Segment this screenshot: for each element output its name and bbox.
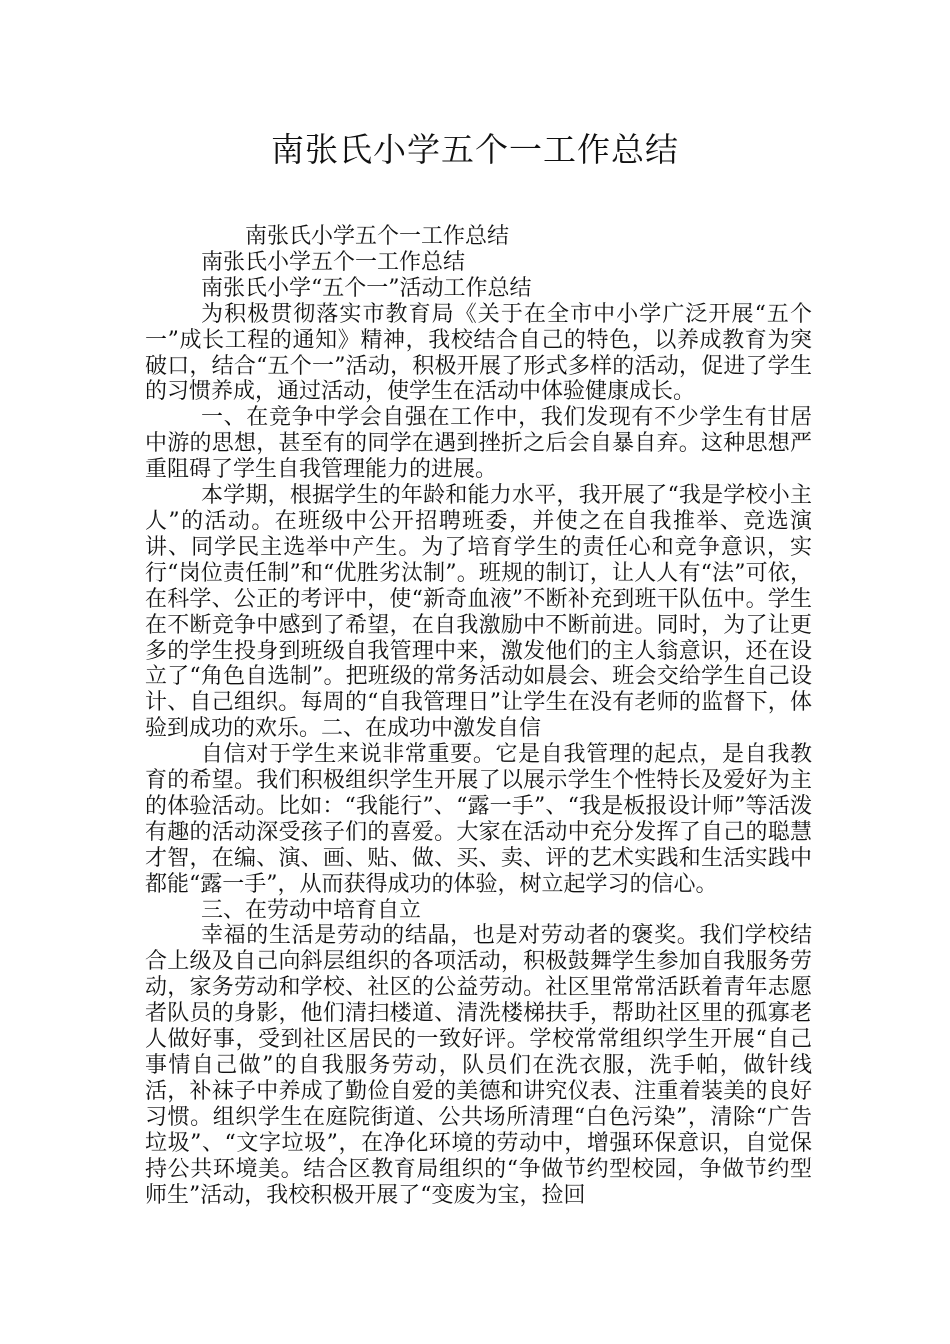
document-title: 南张氏小学五个一工作总结 [271, 130, 679, 169]
paragraph-confidence: 自信对于学生来说非常重要。它是自我管理的起点，是自我教育的希望。我们积极组织学生开展了以展示学生个性特长及爱好为主的体验活动。比如：“我能行”、“露一手”、“我是板报设计师”等活泼有趣的活动深受孩子们的喜爱。大家在活动中充分发挥了自己的聪慧才智，在编、演、画、贴、做、买、卖、评的艺术实践和生活实践中都能“露一手”，从而获得成功的体验，树立起学习的信心。 [145, 742, 812, 897]
paragraph-labor: 幸福的生活是劳动的结晶，也是对劳动者的褒奖。我们学校结合上级及自己向斜层组织的各项活动，积极鼓舞学生参加自我服务劳动，家务劳动和学校、社区的公益劳动。社区里常常活跃着青年志愿者队员的身影，他们清扫楼道、清洗楼梯扶手，帮助社区里的孤寡老人做好事，受到社区居民的一致好评。学校常常组织学生开展“自己事情自己做”的自我服务劳动，队员们在洗衣服，洗手帕，做针线活，补袜子中养成了勤俭自爱的美德和讲究仪表、注重着装美的良好习惯。组织学生在庭院街道、公共场所清理“白色污染”，清除“广告垃圾”、“文字垃圾”，在净化环境的劳动中，增强环保意识，自觉保持公共环境美。结合区教育局组织的“争做节约型校园，争做节约型师生”活动，我校积极开展了“变废为宝，捡回 [145, 923, 812, 1208]
paragraph-section-3-heading: 三、在劳动中培育自立 [201, 897, 422, 923]
paragraph-section-1: 一、在竞争中学会自强在工作中，我们发现有不少学生有甘居中游的思想，甚至有的同学在遇到挫折之后会自暴自弃。这种思想严重阻碍了学生自我管理能力的进展。 [145, 405, 812, 483]
paragraph-intro: 为积极贯彻落实市教育局《关于在全市中小学广泛开展“五个一”成长工程的通知》精神，我校结合自己的特色，以养成教育为突破口，结合“五个一”活动，积极开展了形式多样的活动，促进了学生的习惯养成，通过活动，使学生在活动中体验健康成长。 [145, 301, 812, 405]
document-body [145, 224, 812, 1208]
paragraph-semester-activities: 本学期，根据学生的年龄和能力水平，我开展了“我是学校小主人”的活动。在班级中公开招聘班委，并使之在自我推举、竞选演讲、同学民主选举中产生。为了培育学生的责任心和竞争意识，实行“岗位责任制”和“优胜劣汰制”。班规的制订，让人人有“法”可依，在科学、公正的考评中，使“新奇血液”不断补充到班干队伍中。学生在不断竞争中感到了希望，在自我激励中不断前进。同时，为了让更多的学生投身到班级自我管理中来，激发他们的主人翁意识，还在设立了“角色自选制”。把班级的常务活动如晨会、班会交给学生自己设计、自己组织。每周的“自我管理日”让学生在没有老师的监督下，体验到成功的欢乐。二、在成功中激发自信 [145, 483, 812, 742]
paragraph-subtitle: 南张氏小学“五个一”活动工作总结 [201, 275, 532, 301]
paragraph-repeat-title-1: 南张氏小学五个一工作总结 [245, 224, 510, 249]
paragraph-repeat-title-2: 南张氏小学五个一工作总结 [201, 249, 466, 275]
